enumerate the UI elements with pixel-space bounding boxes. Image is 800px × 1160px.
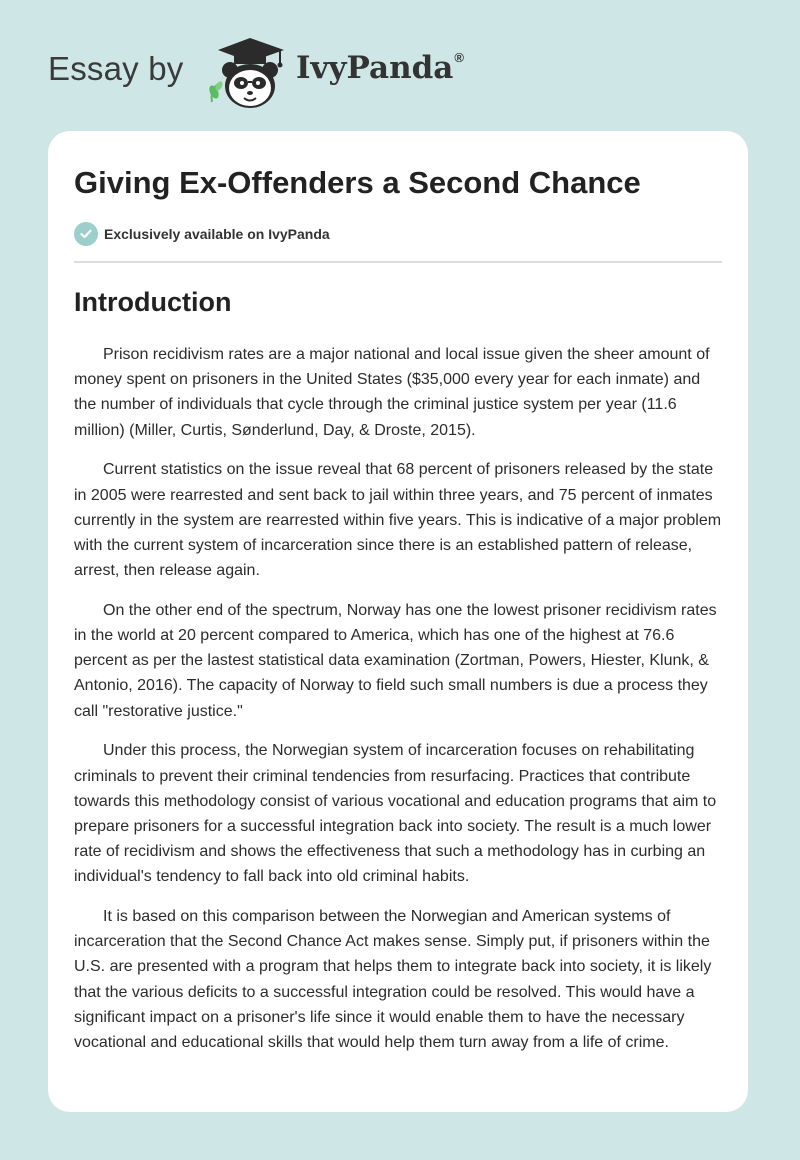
brand-name[interactable] <box>296 50 464 86</box>
paragraph: Under this process, the Norwegian system of incarceration focuses on rehabilitating criminals to prevent their criminal tendencies from resurfacing. Practices that contribute towards this methodology consist of various vocational and education programs that aim to prepare prisoners for a successful integration back into society. The result is a much lower rate of recidivism and shows the effectiveness that such a methodology has in curbing an individual's tendency to fall back into old criminal habits. <box>74 742 717 886</box>
site-header <box>48 30 548 110</box>
paragraph: Current statistics on the issue reveal that 68 percent of prisoners released by the state in 2005 were rearrested and sent back to jail within three years, and 75 percent of inmates currently in the system are rearrested within five years. This is indicative of a major problem with the current system of incarceration since there is an established pattern of release, arrest, then release again. <box>74 461 722 580</box>
ivypanda-logo-icon[interactable] <box>204 34 290 110</box>
essay-card <box>48 131 748 1112</box>
divider <box>74 261 722 263</box>
paragraph: It is based on this comparison between the Norwegian and American systems of incarceration that the Second Chance Act makes sense. Simply put, if prisoners within the U.S. are presented with a program that helps them to integrate back into society, it is likely that the various deficits to a successful integration could be resolved. This would have a significant impact on a prisoner's life since it would enable them to have the necessary vocational and educational skills that would help them turn away from a life of crime. <box>74 908 712 1052</box>
essay-by-label: Essay by <box>48 50 184 87</box>
exclusive-badge <box>74 222 330 246</box>
exclusive-label: Exclusively available on IvyPanda <box>104 226 330 242</box>
section-heading: Introduction <box>74 287 232 317</box>
paragraph: On the other end of the spectrum, Norway has one the lowest prisoner recidivism rates in the world at 20 percent compared to America, which has one of the highest at 76.6 percent as per the lastest statistical data examination (Zortman, Powers, Hiester, Klunk, & Antonio, 2016). The capacity of Norway to field such small numbers is due a process they call "restorative justice." <box>74 601 717 720</box>
paragraph: Prison recidivism rates are a major national and local issue given the sheer amount of money spent on prisoners in the United States ($35,000 every year for each inmate) and the number of individuals that cycle through the criminal justice system per year (11.6 million) (Miller, Curtis, Sønderlund, Day, & Droste, 2015). <box>74 346 710 439</box>
checkmark-icon <box>74 222 98 246</box>
brand-name-text: IvyPanda <box>296 50 454 86</box>
registered-mark: ® <box>454 50 464 65</box>
essay-body <box>74 342 724 1070</box>
essay-title: Giving Ex-Offenders a Second Chance <box>74 165 641 200</box>
